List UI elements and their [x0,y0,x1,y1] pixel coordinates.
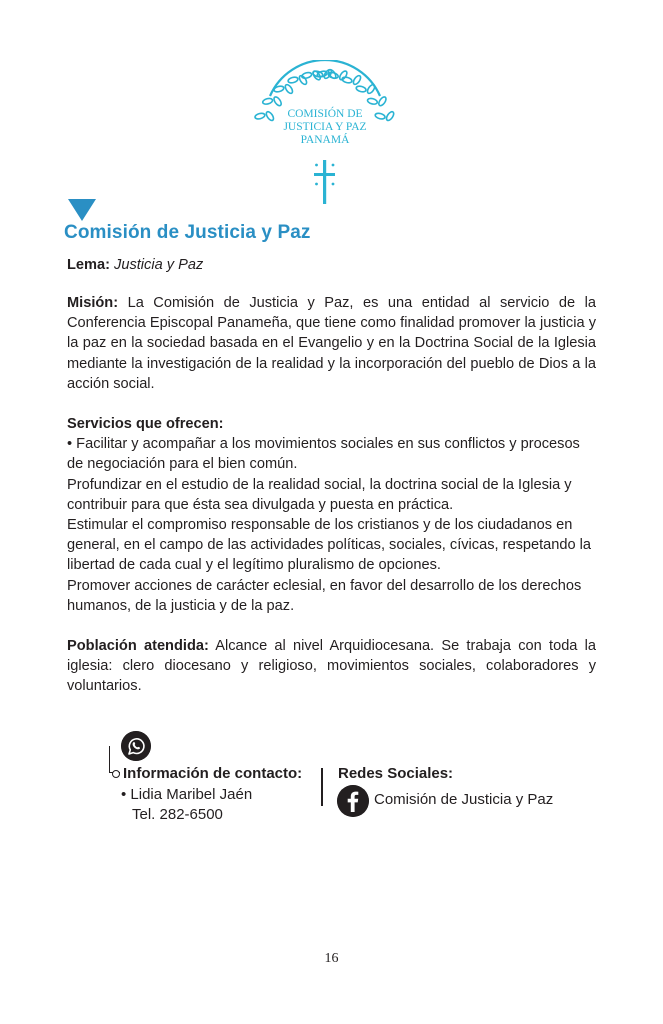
logo-line-1: COMISIÓN DE [287,108,363,120]
section-marker-triangle [68,199,96,221]
laurel-leaf [367,97,378,105]
logo-line-2: JUSTICIA Y PAZ [283,121,367,133]
poblacion-label: Población atendida: [67,638,209,654]
servicios-section [67,414,596,616]
laurel-leaf [284,83,294,94]
lema-label: Lema: [67,257,110,273]
laurel-leaf [273,96,283,107]
page-number: 16 [324,951,339,966]
laurel-leaf [385,111,395,122]
laurel-leaf [265,111,275,122]
laurel-leaf [262,97,273,105]
laurel-leaf [352,74,362,85]
lema-value: Justicia y Paz [114,257,204,273]
poblacion-text: Alcance al nivel Arquidiocesana. Se trabaja con toda la iglesia: clero diocesano y religioso, movimientos sociales, colaboradores y voluntarios. [67,638,597,695]
servicios-label: Servicios que ofrecen: [67,416,224,432]
servicio-item: Promover acciones de carácter eclesial, en favor del desarrollo de los derechos humanos, de la justicia y de la paz. [67,577,582,614]
servicio-item: Profundizar en el estudio de la realidad social, la doctrina social de la Iglesia y contribuir para que ésta sea divulgada y puesta en práctica. [67,476,572,513]
section-title: Comisión de Justicia y Paz [64,222,311,243]
cross-icon [314,160,335,204]
facebook-icon[interactable] [337,785,369,817]
social-title: Redes Sociales: [338,765,454,782]
mision-text: La Comisión de Justicia y Paz, es una entidad al servicio de la Conferencia Episcopal Panameña, que tiene como finalidad promover la justicia y la paz en la sociedad basada en el Evangelio y en la Doctrina Social de la Iglesia mediante la investigación de la realidad y la incorporación del pueblo de Dios a la acción social. [67,295,596,392]
poblacion-paragraph [67,636,596,697]
commission-logo [244,60,406,208]
vertical-divider [321,768,323,806]
laurel-leaf [287,76,298,84]
mision-paragraph [67,293,596,394]
servicio-item: Estimular el compromiso responsable de los cristianos y de los ciudadanos en general, en el campo de las actividades políticas, sociales, cívicas, respetando la libertad de cada cual y el legítimo pluralismo de opciones. [67,517,592,574]
contact-name: • Lidia Maribel Jaén [121,786,253,803]
contact-title: Información de contacto: [123,765,303,782]
whatsapp-icon[interactable] [121,731,151,761]
connector-line [109,746,120,773]
connector-dot [112,770,120,778]
laurel-leaf [254,112,265,120]
laurel-leaf [375,112,386,120]
mision-label: Misión: [67,295,119,311]
contact-phone[interactable]: Tel. 282-6500 [132,806,223,823]
laurel-leaf [356,85,367,93]
laurel-leaf [298,74,308,85]
laurel-leaf [377,96,387,107]
facebook-page-name[interactable]: Comisión de Justicia y Paz [374,791,554,808]
logo-line-3: PANAMÁ [300,134,350,146]
laurel-leaf [338,70,348,81]
servicio-item: • Facilitar y acompañar a los movimientos sociales en sus conflictos y procesos de negociación para el bien común. [67,436,580,473]
laurel-leaf [366,83,376,94]
lema-line [67,255,596,275]
